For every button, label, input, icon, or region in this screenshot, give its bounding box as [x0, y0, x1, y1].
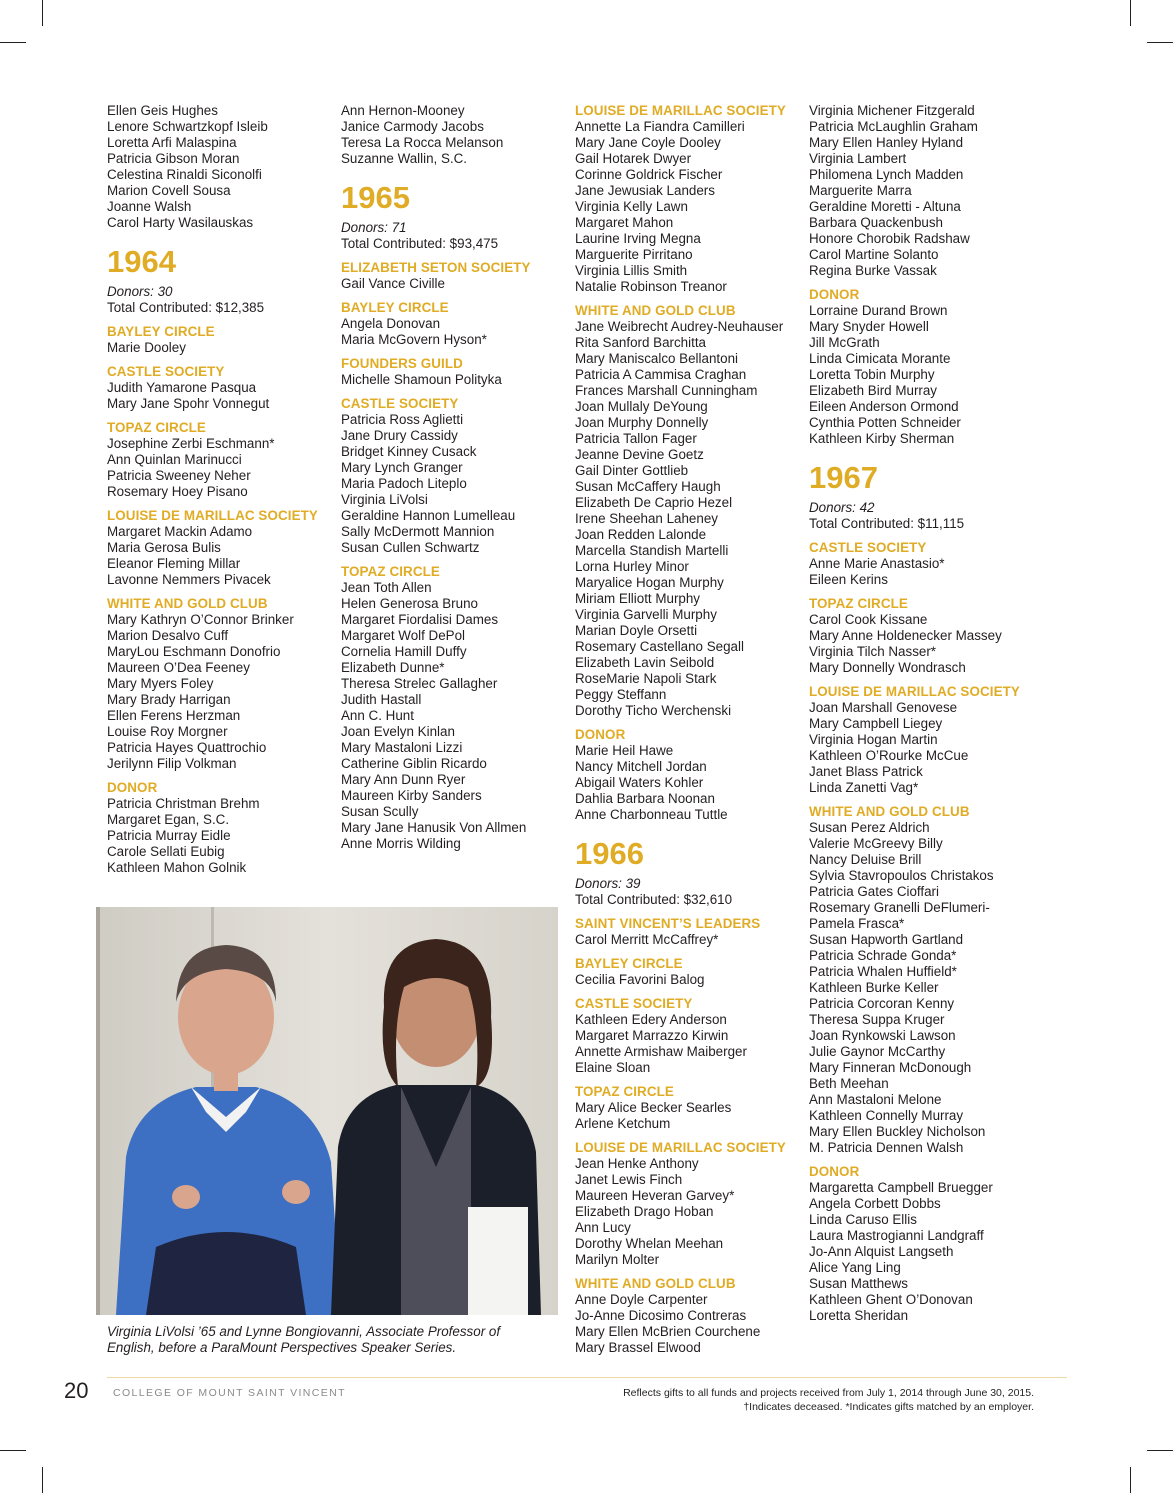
giving-level-heading: TOPAZ CIRCLE: [107, 420, 206, 435]
donor-name: Joan Murphy Donnelly: [575, 415, 709, 430]
giving-level-heading: CASTLE SOCIETY: [575, 996, 693, 1011]
giving-level-heading: TOPAZ CIRCLE: [341, 564, 440, 579]
donor-name: Maureen Heveran Garvey*: [575, 1188, 735, 1203]
donor-name: Susan Matthews: [809, 1276, 908, 1291]
donor-name: Ann Hernon-Mooney: [341, 103, 465, 118]
donor-name: Virginia Garvelli Murphy: [575, 607, 717, 622]
donor-name: Annette La Fiandra Camilleri: [575, 119, 745, 134]
page-number: 20: [64, 1378, 89, 1403]
donor-name: Kathleen Connelly Murray: [809, 1108, 964, 1123]
donor-name: Jo-Ann Alquist Langseth: [809, 1244, 954, 1259]
crop-mark: [1147, 1450, 1173, 1451]
donor-name: Marion Desalvo Cuff: [107, 628, 229, 643]
giving-level-heading: CASTLE SOCIETY: [809, 540, 927, 555]
donor-name: Virginia Tilch Nasser*: [809, 644, 937, 659]
photo-caption: Virginia LiVolsi ’65 and Lynne Bongiovanni, Associate Professor of English, before a ParaMount Perspectives Speaker Series.: [107, 1324, 501, 1355]
donor-name: Anne Charbonneau Tuttle: [575, 807, 728, 822]
donor-name: Joan Rynkowski Lawson: [809, 1028, 956, 1043]
donor-name: Helen Generosa Bruno: [341, 596, 478, 611]
donor-name: Mary Ellen McBrien Courchene: [575, 1324, 761, 1339]
donor-name: Jerilynn Filip Volkman: [107, 756, 237, 771]
donor-name: Valerie McGreevy Billy: [809, 836, 943, 851]
donor-name: Virginia LiVolsi: [341, 492, 428, 507]
giving-level-heading: WHITE AND GOLD CLUB: [575, 303, 736, 318]
donor-name: Gail Dinter Gottlieb: [575, 463, 689, 478]
donor-name: Carole Sellati Eubig: [107, 844, 225, 859]
giving-level-heading: FOUNDERS GUILD: [341, 356, 463, 371]
donor-name: Elizabeth Drago Hoban: [575, 1204, 714, 1219]
donor-name: Marcella Standish Martelli: [575, 543, 729, 558]
donor-name: Marie Heil Hawe: [575, 743, 674, 758]
donor-name: Gail Hotarek Dwyer: [575, 151, 692, 166]
donor-name: Patricia Gates Cioffari: [809, 884, 939, 899]
donor-name: Patricia Murray Eidle: [107, 828, 231, 843]
donor-name: Natalie Robinson Treanor: [575, 279, 727, 294]
donor-name: Virginia Lillis Smith: [575, 263, 688, 278]
donor-name: Louise Roy Morgner: [107, 724, 228, 739]
donor-name: Carol Harty Wasilauskas: [107, 215, 254, 230]
crop-mark: [1130, 0, 1131, 26]
donor-name: Bridget Kinney Cusack: [341, 444, 477, 459]
donor-name: Joan Marshall Genovese: [809, 700, 958, 715]
donor-name: Patricia Schrade Gonda*: [809, 948, 957, 963]
donor-name: Patricia Corcoran Kenny: [809, 996, 955, 1011]
donor-name: Margaretta Campbell Bruegger: [809, 1180, 993, 1195]
donor-name: Virginia Michener Fitzgerald: [809, 103, 975, 118]
donor-name: Geraldine Hannon Lumelleau: [341, 508, 516, 523]
giving-level-heading: CASTLE SOCIETY: [341, 396, 459, 411]
crop-mark: [0, 1450, 26, 1451]
donor-name: Kathleen Kirby Sherman: [809, 431, 955, 446]
donor-name: Maureen Kirby Sanders: [341, 788, 482, 803]
donor-name: Anne Marie Anastasio*: [809, 556, 945, 571]
donor-name: Marguerite Marra: [809, 183, 912, 198]
donor-name: Corinne Goldrick Fischer: [575, 167, 723, 182]
donor-name: Loretta Sheridan: [809, 1308, 909, 1323]
donor-name: Susan Hapworth Gartland: [809, 932, 964, 947]
donor-name: Rosemary Granelli DeFlumeri-: [809, 900, 990, 915]
donor-name: Mary Myers Foley: [107, 676, 214, 691]
total-contributed: Total Contributed: $93,475: [341, 236, 499, 251]
donor-name: Jo-Anne Dicosimo Contreras: [575, 1308, 747, 1323]
donor-name: Abigail Waters Kohler: [575, 775, 704, 790]
donor-name: Dorothy Whelan Meehan: [575, 1236, 724, 1251]
donor-name: Irene Sheehan Laheney: [575, 511, 718, 526]
donor-name: Julie Gaynor McCarthy: [809, 1044, 946, 1059]
donor-name: Geraldine Moretti - Altuna: [809, 199, 961, 214]
donor-name: Kathleen Burke Keller: [809, 980, 939, 995]
donor-column-1: [107, 103, 335, 876]
donor-name: Carol Merritt McCaffrey*: [575, 932, 719, 947]
donor-name: Alice Yang Ling: [809, 1260, 901, 1275]
giving-level-heading: WHITE AND GOLD CLUB: [575, 1276, 736, 1291]
event-photo: [96, 907, 558, 1315]
donor-name: Janet Blass Patrick: [809, 764, 923, 779]
class-year-heading: 1964: [107, 244, 176, 279]
donor-name: Theresa Suppa Kruger: [809, 1012, 945, 1027]
donor-name: Patricia Christman Brehm: [107, 796, 260, 811]
donor-name: M. Patricia Dennen Walsh: [809, 1140, 964, 1155]
donor-name: Josephine Zerbi Eschmann*: [107, 436, 275, 451]
class-year-heading: 1966: [575, 836, 644, 871]
donor-name: Lorna Hurley Minor: [575, 559, 689, 574]
donor-name: Eileen Kerins: [809, 572, 888, 587]
donor-name: Jane Drury Cassidy: [341, 428, 458, 443]
donor-name: Dorothy Ticho Werchenski: [575, 703, 732, 718]
donor-name: Ellen Ferens Herzman: [107, 708, 241, 723]
giving-level-heading: TOPAZ CIRCLE: [575, 1084, 674, 1099]
donor-name: Teresa La Rocca Melanson: [341, 135, 504, 150]
giving-level-heading: LOUISE DE MARILLAC SOCIETY: [575, 103, 786, 118]
donor-name: Nancy Deluise Brill: [809, 852, 922, 867]
donor-name: Maria Gerosa Bulis: [107, 540, 221, 555]
donor-name: Patricia Hayes Quattrochio: [107, 740, 267, 755]
donor-column-3: [575, 103, 803, 1356]
donor-name: Lavonne Nemmers Pivacek: [107, 572, 271, 587]
donor-name: MaryLou Eschmann Donofrio: [107, 644, 281, 659]
donor-name: Margaret Wolf DePol: [341, 628, 466, 643]
donor-name: Jill McGrath: [809, 335, 880, 350]
donor-name: Kathleen Ghent O’Donovan: [809, 1292, 973, 1307]
donor-name: Mary Brady Harrigan: [107, 692, 231, 707]
total-contributed: Total Contributed: $12,385: [107, 300, 265, 315]
donor-name: Ann Lucy: [575, 1220, 631, 1235]
donor-name: Jane Weibrecht Audrey-Neuhauser: [575, 319, 784, 334]
donor-name: Elizabeth De Caprio Hezel: [575, 495, 733, 510]
donor-name: Mary Campbell Liegey: [809, 716, 943, 731]
donor-name: Loretta Tobin Murphy: [809, 367, 935, 382]
donor-name: Susan Cullen Schwartz: [341, 540, 480, 555]
donor-name: Ellen Geis Hughes: [107, 103, 218, 118]
donor-name: Cynthia Potten Schneider: [809, 415, 961, 430]
giving-level-heading: LOUISE DE MARILLAC SOCIETY: [107, 508, 318, 523]
donor-name: Laurine Irving Megna: [575, 231, 701, 246]
donor-column-4: [809, 103, 1037, 1324]
giving-level-heading: CASTLE SOCIETY: [107, 364, 225, 379]
donor-name: Joan Redden Lalonde: [575, 527, 707, 542]
donor-name: Angela Donovan: [341, 316, 441, 331]
donor-name: Eleanor Fleming Millar: [107, 556, 241, 571]
donor-name: Mary Lynch Granger: [341, 460, 463, 475]
giving-level-heading: LOUISE DE MARILLAC SOCIETY: [575, 1140, 786, 1155]
crop-mark: [1147, 42, 1173, 43]
donor-name: Marion Covell Sousa: [107, 183, 231, 198]
donor-name: Sally McDermott Mannion: [341, 524, 495, 539]
donor-name: Barbara Quackenbush: [809, 215, 943, 230]
crop-mark: [42, 0, 43, 26]
donor-name: RoseMarie Napoli Stark: [575, 671, 717, 686]
donor-name: Patricia A Cammisa Craghan: [575, 367, 747, 382]
donor-name: Cecilia Favorini Balog: [575, 972, 705, 987]
donor-name: Patricia Whalen Huffield*: [809, 964, 957, 979]
donor-name: Virginia Hogan Martin: [809, 732, 938, 747]
donor-count: Donors: 39: [575, 876, 641, 891]
donor-name: Beth Meehan: [809, 1076, 889, 1091]
footnote-legend: †Indicates deceased. *Indicates gifts matched by an employer.: [743, 1401, 1034, 1413]
donor-name: Frances Marshall Cunningham: [575, 383, 758, 398]
donor-name: Judith Yamarone Pasqua: [107, 380, 257, 395]
donor-name: Kathleen Mahon Golnik: [107, 860, 247, 875]
donor-name: Pamela Frasca*: [809, 916, 905, 931]
donor-name: Rosemary Castellano Segall: [575, 639, 744, 654]
donor-name: Joan Evelyn Kinlan: [341, 724, 455, 739]
donor-name: Mary Jane Coyle Dooley: [575, 135, 721, 150]
donor-name: Susan Perez Aldrich: [809, 820, 930, 835]
donor-name: Margaret Egan, S.C.: [107, 812, 230, 827]
donor-name: Eileen Anderson Ormond: [809, 399, 959, 414]
donor-count: Donors: 30: [107, 284, 173, 299]
donor-name: Susan Scully: [341, 804, 419, 819]
donor-name: Marie Dooley: [107, 340, 186, 355]
donor-name: Ann Mastaloni Melone: [809, 1092, 942, 1107]
class-year-heading: 1965: [341, 180, 410, 215]
footnote-gifts: Reflects gifts to all funds and projects received from July 1, 2014 through June 30, 2015.: [623, 1387, 1034, 1399]
donor-name: Virginia Kelly Lawn: [575, 199, 688, 214]
donor-name: Mary Mastaloni Lizzi: [341, 740, 463, 755]
donor-name: Theresa Strelec Gallagher: [341, 676, 498, 691]
donor-name: Arlene Ketchum: [575, 1116, 671, 1131]
donor-name: Patricia McLaughlin Graham: [809, 119, 978, 134]
donor-name: Angela Corbett Dobbs: [809, 1196, 941, 1211]
giving-level-heading: DONOR: [107, 780, 158, 795]
donor-name: Maria McGovern Hyson*: [341, 332, 487, 347]
donor-name: Mary Finneran McDonough: [809, 1060, 972, 1075]
donor-name: Margaret Mackin Adamo: [107, 524, 253, 539]
donor-name: Lorraine Durand Brown: [809, 303, 948, 318]
donor-name: Margaret Mahon: [575, 215, 674, 230]
donor-name: Mary Maniscalco Bellantoni: [575, 351, 738, 366]
donor-name: Mary Ellen Hanley Hyland: [809, 135, 964, 150]
donor-name: Mary Anne Holdenecker Massey: [809, 628, 1002, 643]
donor-name: Mary Donnelly Wondrasch: [809, 660, 966, 675]
donor-name: Margaret Fiordalisi Dames: [341, 612, 499, 627]
donor-count: Donors: 71: [341, 220, 407, 235]
donor-name: Patricia Tallon Fager: [575, 431, 697, 446]
donor-name: Cornelia Hamill Duffy: [341, 644, 467, 659]
donor-name: Michelle Shamoun Polityka: [341, 372, 502, 387]
donor-name: Margaret Marrazzo Kirwin: [575, 1028, 729, 1043]
donor-name: Philomena Lynch Madden: [809, 167, 964, 182]
donor-name: Maria Padoch Liteplo: [341, 476, 467, 491]
giving-level-heading: TOPAZ CIRCLE: [809, 596, 908, 611]
donor-name: Elizabeth Bird Murray: [809, 383, 938, 398]
donor-name: Mary Ann Dunn Ryer: [341, 772, 466, 787]
donor-name: Celestina Rinaldi Siconolfi: [107, 167, 262, 182]
donor-name: Gail Vance Civille: [341, 276, 445, 291]
donor-name: Anne Doyle Carpenter: [575, 1292, 708, 1307]
donor-name: Honore Chorobik Radshaw: [809, 231, 970, 246]
donor-name: Mary Brassel Elwood: [575, 1340, 701, 1355]
donor-name: Rosemary Hoey Pisano: [107, 484, 248, 499]
donor-name: Joanne Walsh: [107, 199, 192, 214]
giving-level-heading: WHITE AND GOLD CLUB: [107, 596, 268, 611]
total-contributed: Total Contributed: $32,610: [575, 892, 733, 907]
giving-level-heading: BAYLEY CIRCLE: [575, 956, 683, 971]
donor-name: Susan McCaffery Haugh: [575, 479, 721, 494]
donor-name: Maureen O’Dea Feeney: [107, 660, 250, 675]
giving-level-heading: WHITE AND GOLD CLUB: [809, 804, 970, 819]
donor-name: Loretta Arfi Malaspina: [107, 135, 237, 150]
donor-name: Janet Lewis Finch: [575, 1172, 683, 1187]
donor-name: Annette Armishaw Maiberger: [575, 1044, 747, 1059]
donor-name: Dahlia Barbara Noonan: [575, 791, 715, 806]
donor-name: Mary Kathryn O’Connor Brinker: [107, 612, 294, 627]
donor-name: Carol Cook Kissane: [809, 612, 928, 627]
donor-name: Linda Zanetti Vag*: [809, 780, 919, 795]
giving-level-heading: LOUISE DE MARILLAC SOCIETY: [809, 684, 1020, 699]
donor-name: Mary Jane Spohr Vonnegut: [107, 396, 270, 411]
donor-name: Mary Jane Hanusik Von Allmen: [341, 820, 527, 835]
total-contributed: Total Contributed: $11,115: [809, 516, 965, 531]
donor-name: Patricia Gibson Moran: [107, 151, 240, 166]
giving-level-heading: ELIZABETH SETON SOCIETY: [341, 260, 531, 275]
donor-name: Janice Carmody Jacobs: [341, 119, 484, 134]
donor-name: Jean Henke Anthony: [575, 1156, 699, 1171]
footer-rule: [107, 1377, 1067, 1378]
donor-name: Mary Alice Becker Searles: [575, 1100, 732, 1115]
donor-name: Sylvia Stavropoulos Christakos: [809, 868, 994, 883]
donor-name: Elizabeth Dunne*: [341, 660, 445, 675]
donor-name: Regina Burke Vassak: [809, 263, 937, 278]
donor-name: Catherine Giblin Ricardo: [341, 756, 487, 771]
donor-name: Judith Hastall: [341, 692, 422, 707]
donor-name: Jeanne Devine Goetz: [575, 447, 704, 462]
donor-name: Kathleen O’Rourke McCue: [809, 748, 969, 763]
donor-name: Laura Mastrogianni Landgraff: [809, 1228, 984, 1243]
crop-mark: [42, 1467, 43, 1493]
donor-name: Mary Ellen Buckley Nicholson: [809, 1124, 986, 1139]
donor-name: Ann Quinlan Marinucci: [107, 452, 242, 467]
crop-mark: [0, 42, 26, 43]
giving-level-heading: SAINT VINCENT’S LEADERS: [575, 916, 761, 931]
donor-name: Kathleen Edery Anderson: [575, 1012, 727, 1027]
donor-name: Jane Jewusiak Landers: [575, 183, 715, 198]
crop-mark: [1130, 1467, 1131, 1493]
giving-level-heading: DONOR: [575, 727, 626, 742]
donor-name: Elizabeth Lavin Seibold: [575, 655, 715, 670]
donor-name: Joan Mullaly DeYoung: [575, 399, 708, 414]
two-women-photo-illustration: [96, 907, 558, 1315]
donor-name: Nancy Mitchell Jordan: [575, 759, 707, 774]
giving-level-heading: DONOR: [809, 1164, 860, 1179]
donor-name: Virginia Lambert: [809, 151, 907, 166]
giving-level-heading: DONOR: [809, 287, 860, 302]
college-name: COLLEGE OF MOUNT SAINT VINCENT: [113, 1387, 346, 1399]
donor-name: Mary Snyder Howell: [809, 319, 929, 334]
donor-name: Ann C. Hunt: [341, 708, 414, 723]
donor-name: Linda Caruso Ellis: [809, 1212, 917, 1227]
donor-name: Maryalice Hogan Murphy: [575, 575, 724, 590]
class-year-heading: 1967: [809, 460, 878, 495]
donor-column-2: [341, 103, 569, 852]
giving-level-heading: BAYLEY CIRCLE: [341, 300, 449, 315]
donor-name: Carol Martine Solanto: [809, 247, 939, 262]
giving-level-heading: BAYLEY CIRCLE: [107, 324, 215, 339]
donor-name: Peggy Steffann: [575, 687, 667, 702]
donor-name: Linda Cimicata Morante: [809, 351, 951, 366]
donor-name: Elaine Sloan: [575, 1060, 651, 1075]
donor-name: Miriam Elliott Murphy: [575, 591, 701, 606]
donor-name: Marilyn Molter: [575, 1252, 660, 1267]
donor-name: Patricia Ross Aglietti: [341, 412, 464, 427]
donor-name: Jean Toth Allen: [341, 580, 432, 595]
donor-name: Anne Morris Wilding: [341, 836, 461, 851]
donor-name: Patricia Sweeney Neher: [107, 468, 251, 483]
donor-name: Marguerite Pirritano: [575, 247, 693, 262]
donor-name: Lenore Schwartzkopf Isleib: [107, 119, 268, 134]
donor-name: Marian Doyle Orsetti: [575, 623, 698, 638]
donor-name: Rita Sanford Barchitta: [575, 335, 706, 350]
donor-name: Suzanne Wallin, S.C.: [341, 151, 468, 166]
donor-count: Donors: 42: [809, 500, 875, 515]
